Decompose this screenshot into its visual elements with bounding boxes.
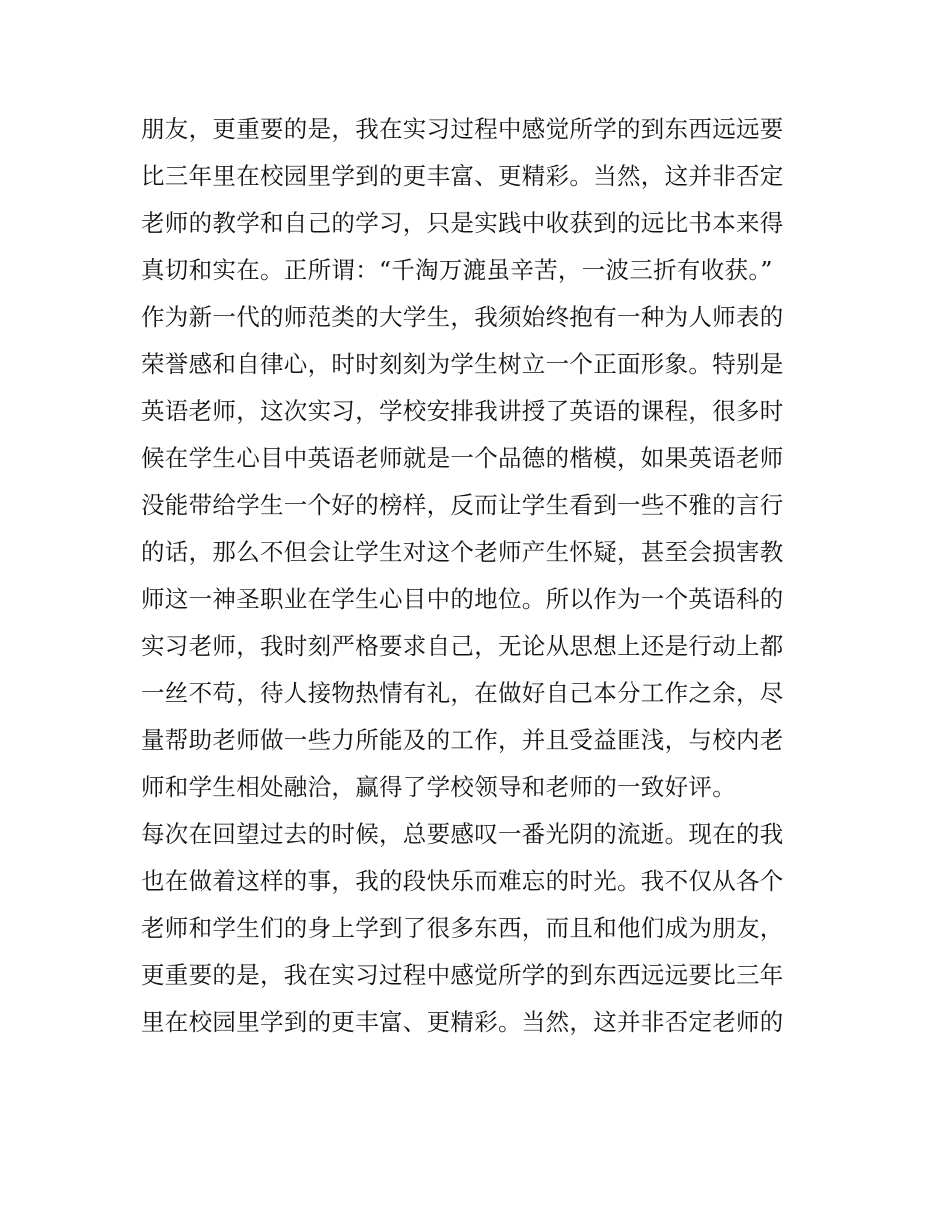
text-line: 师这一神圣职业在学生心目中的地位。所以作为一个英语科的 (141, 585, 784, 613)
text-line: 英语老师，这次实习，学校安排我讲授了英语的课程，很多时 (141, 397, 784, 425)
text-line: 真切和实在。正所谓：“千淘万漉虽辛苦，一波三折有收获。” (141, 256, 773, 284)
text-line: 实习老师，我时刻严格要求自己，无论从思想上还是行动上都 (141, 632, 784, 660)
text-line: 也在做着这样的事，我的段快乐而难忘的时光。我不仅从各个 (141, 867, 784, 895)
text-line: 一丝不苟，待人接物热情有礼，在做好自己本分工作之余，尽 (141, 679, 784, 707)
text-line: 每次在回望过去的时候，总要感叹一番光阴的流逝。现在的我 (141, 820, 784, 848)
text-line: 师和学生相处融洽，赢得了学校领导和老师的一致好评。 (141, 773, 736, 801)
text-line: 量帮助老师做一些力所能及的工作，并且受益匪浅，与校内老 (141, 726, 784, 754)
text-line: 老师的教学和自己的学习，只是实践中收获到的远比书本来得 (141, 209, 784, 237)
text-line: 荣誉感和自律心，时时刻刻为学生树立一个正面形象。特别是 (141, 350, 784, 378)
text-line: 比三年里在校园里学到的更丰富、更精彩。当然，这并非否定 (141, 162, 784, 190)
text-line: 里在校园里学到的更丰富、更精彩。当然，这并非否定老师的 (141, 1008, 784, 1036)
body-text (141, 106, 821, 1046)
text-line: 老师和学生们的身上学到了很多东西，而且和他们成为朋友， (141, 914, 784, 942)
text-line: 作为新一代的师范类的大学生，我须始终抱有一种为人师表的 (141, 303, 784, 331)
text-line: 更重要的是，我在实习过程中感觉所学的到东西远远要比三年 (141, 961, 784, 989)
text-line: 没能带给学生一个好的榜样，反而让学生看到一些不雅的言行 (141, 491, 784, 519)
text-line: 候在学生心目中英语老师就是一个品德的楷模，如果英语老师 (141, 444, 784, 472)
text-line: 的话，那么不但会让学生对这个老师产生怀疑，甚至会损害教 (141, 538, 784, 566)
text-line: 朋友，更重要的是，我在实习过程中感觉所学的到东西远远要 (141, 115, 784, 143)
